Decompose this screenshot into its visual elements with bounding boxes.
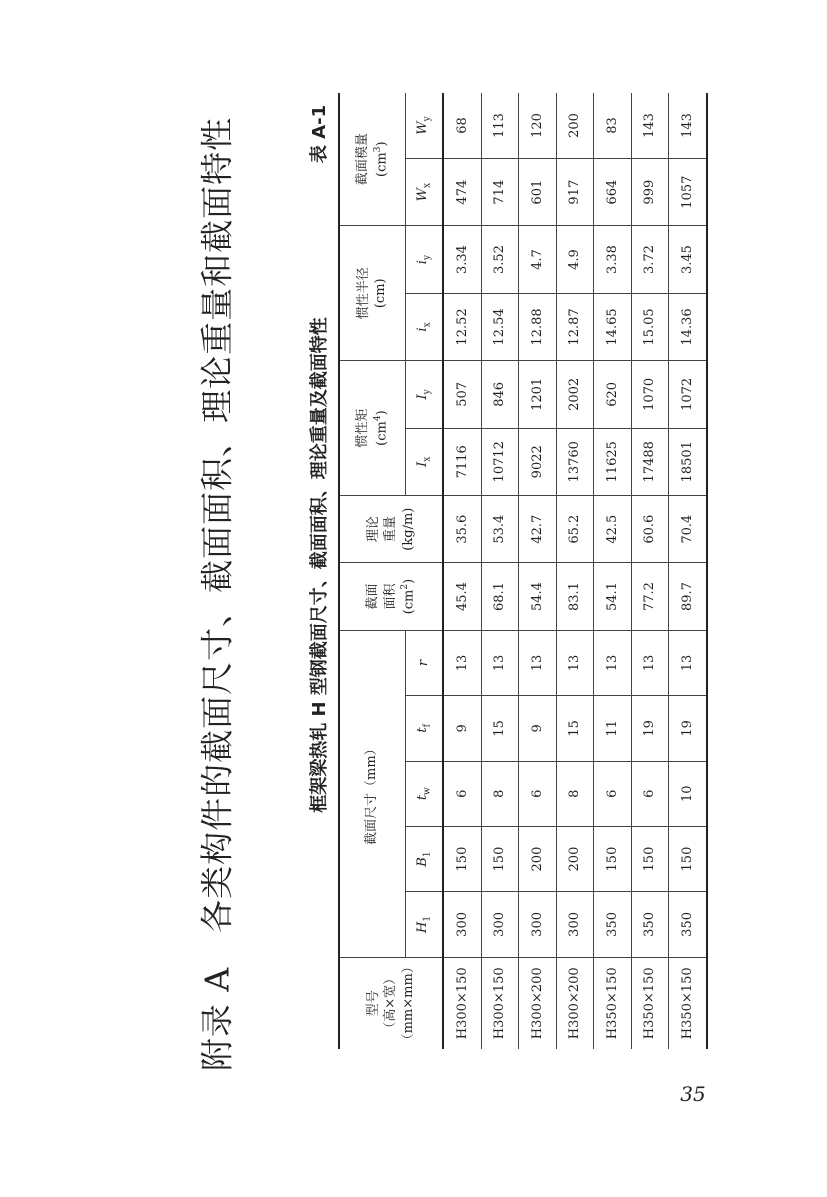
table-cell: 14.36 <box>669 293 707 360</box>
table-cell: 13 <box>631 630 668 695</box>
header-radius: 惯性半径 (cm) <box>339 226 405 361</box>
table-cell: 120 <box>519 93 556 158</box>
table-cell: 300 <box>443 892 481 957</box>
table-cell: 19 <box>631 696 668 761</box>
table-cell: 6 <box>519 761 556 826</box>
header-modulus: 截面模量 $(cm^3)$ <box>339 93 405 226</box>
table-cell: 1201 <box>519 361 556 428</box>
table-number: 表 A-1 <box>309 104 330 164</box>
table-cell: 11 <box>594 696 631 761</box>
table-cell: 70.4 <box>669 495 707 562</box>
table-cell: 6 <box>631 761 668 826</box>
table-cell: 12.87 <box>556 293 593 360</box>
table-row <box>556 93 593 1049</box>
header-wx: $W_x$ <box>405 158 443 225</box>
table-cell: 350 <box>631 892 668 957</box>
table-cell: H300×200 <box>519 957 556 1049</box>
table-cell: 68 <box>443 93 481 158</box>
table-cell: 350 <box>669 892 707 957</box>
table-cell: H300×150 <box>443 957 481 1049</box>
table-cell: 200 <box>556 93 593 158</box>
header-tf: $t_f$ <box>405 696 443 761</box>
table-cell: 14.65 <box>594 293 631 360</box>
table-cell: 150 <box>481 826 518 891</box>
table-row <box>443 93 481 1049</box>
table-cell: H350×150 <box>631 957 668 1049</box>
table-row <box>519 93 556 1049</box>
table-cell: 9022 <box>519 428 556 495</box>
table-cell: 8 <box>556 761 593 826</box>
table-cell: H350×150 <box>594 957 631 1049</box>
header-weight: 理论 重量 (kg/m) <box>339 495 443 562</box>
table-cell: 1057 <box>669 158 707 225</box>
table-cell: 7116 <box>443 428 481 495</box>
table-cell: 3.52 <box>481 226 518 293</box>
section-properties-table <box>338 93 708 1049</box>
table-cell: 350 <box>594 892 631 957</box>
table-cell: 714 <box>481 158 518 225</box>
header-iy-inertia: $I_y$ <box>405 361 443 428</box>
table-cell: 1072 <box>669 361 707 428</box>
table-cell: 13 <box>443 630 481 695</box>
table-container <box>338 93 708 1049</box>
table-cell: 15 <box>556 696 593 761</box>
table-cell: 1070 <box>631 361 668 428</box>
page-number: 35 <box>680 1082 706 1106</box>
header-r: r <box>405 630 443 695</box>
table-cell: 89.7 <box>669 563 707 630</box>
table-cell: 846 <box>481 361 518 428</box>
table-cell: 143 <box>669 93 707 158</box>
header-tw: $t_w$ <box>405 761 443 826</box>
table-cell: 13 <box>594 630 631 695</box>
table-cell: 11625 <box>594 428 631 495</box>
table-cell: 200 <box>519 826 556 891</box>
table-cell: 13 <box>556 630 593 695</box>
table-cell: 54.4 <box>519 563 556 630</box>
table-cell: H300×200 <box>556 957 593 1049</box>
table-cell: 507 <box>443 361 481 428</box>
table-cell: 77.2 <box>631 563 668 630</box>
table-cell: 42.7 <box>519 495 556 562</box>
table-caption: 框架梁热轧 H 型钢截面尺寸、截面面积、理论重量及截面特性 <box>309 317 330 813</box>
table-cell: 13 <box>669 630 707 695</box>
table-cell: 150 <box>594 826 631 891</box>
table-cell: 601 <box>519 158 556 225</box>
header-wy: $W_y$ <box>405 93 443 158</box>
table-cell: 4.9 <box>556 226 593 293</box>
table-cell: 6 <box>594 761 631 826</box>
table-cell: 60.6 <box>631 495 668 562</box>
table-cell: 83.1 <box>556 563 593 630</box>
table-cell: 12.52 <box>443 293 481 360</box>
table-cell: 45.4 <box>443 563 481 630</box>
header-model: 型号 （高×宽） （mm×mm） <box>339 957 443 1049</box>
table-cell: 4.7 <box>519 226 556 293</box>
table-cell: 9 <box>443 696 481 761</box>
table-cell: 65.2 <box>556 495 593 562</box>
table-cell: 17488 <box>631 428 668 495</box>
table-cell: 113 <box>481 93 518 158</box>
table-cell: 3.45 <box>669 226 707 293</box>
table-cell: 42.5 <box>594 495 631 562</box>
table-cell: 18501 <box>669 428 707 495</box>
table-cell: H300×150 <box>481 957 518 1049</box>
table-cell: 13760 <box>556 428 593 495</box>
table-cell: 10712 <box>481 428 518 495</box>
header-iy-radius: $i_y$ <box>405 226 443 293</box>
table-cell: 6 <box>443 761 481 826</box>
table-cell: 620 <box>594 361 631 428</box>
table-cell: 15.05 <box>631 293 668 360</box>
table-cell: 143 <box>631 93 668 158</box>
table-cell: 3.34 <box>443 226 481 293</box>
table-cell: 999 <box>631 158 668 225</box>
table-cell: 3.38 <box>594 226 631 293</box>
table-cell: 300 <box>556 892 593 957</box>
table-cell: 13 <box>481 630 518 695</box>
table-row <box>481 93 518 1049</box>
table-cell: 35.6 <box>443 495 481 562</box>
appendix-title: 附录 A 各类构件的截面尺寸、截面面积、理论重量和截面特性 <box>197 116 237 1072</box>
table-cell: 150 <box>631 826 668 891</box>
table-cell: 13 <box>519 630 556 695</box>
table-cell: 19 <box>669 696 707 761</box>
table-cell: 150 <box>669 826 707 891</box>
table-row <box>631 93 668 1049</box>
table-cell: 300 <box>481 892 518 957</box>
table-cell: 300 <box>519 892 556 957</box>
header-dimensions: 截面尺寸（mm） <box>339 630 405 957</box>
table-cell: 68.1 <box>481 563 518 630</box>
table-cell: H350×150 <box>669 957 707 1049</box>
header-ix-radius: $i_x$ <box>405 293 443 360</box>
table-cell: 3.72 <box>631 226 668 293</box>
table-cell: 917 <box>556 158 593 225</box>
table-cell: 664 <box>594 158 631 225</box>
table-cell: 10 <box>669 761 707 826</box>
table-cell: 15 <box>481 696 518 761</box>
table-cell: 474 <box>443 158 481 225</box>
table-cell: 12.88 <box>519 293 556 360</box>
header-area: 截面 面积 $(cm^2)$ <box>339 563 443 630</box>
header-b1: $B_1$ <box>405 826 443 891</box>
table-cell: 53.4 <box>481 495 518 562</box>
table-cell: 12.54 <box>481 293 518 360</box>
header-ix-inertia: $I_x$ <box>405 428 443 495</box>
table-cell: 200 <box>556 826 593 891</box>
table-cell: 2002 <box>556 361 593 428</box>
table-row <box>594 93 631 1049</box>
header-inertia: 惯性矩 $(cm^4)$ <box>339 361 405 496</box>
table-cell: 9 <box>519 696 556 761</box>
table-cell: 54.1 <box>594 563 631 630</box>
header-h1: $H_1$ <box>405 892 443 957</box>
table-row <box>669 93 707 1049</box>
table-cell: 83 <box>594 93 631 158</box>
table-cell: 8 <box>481 761 518 826</box>
table-cell: 150 <box>443 826 481 891</box>
